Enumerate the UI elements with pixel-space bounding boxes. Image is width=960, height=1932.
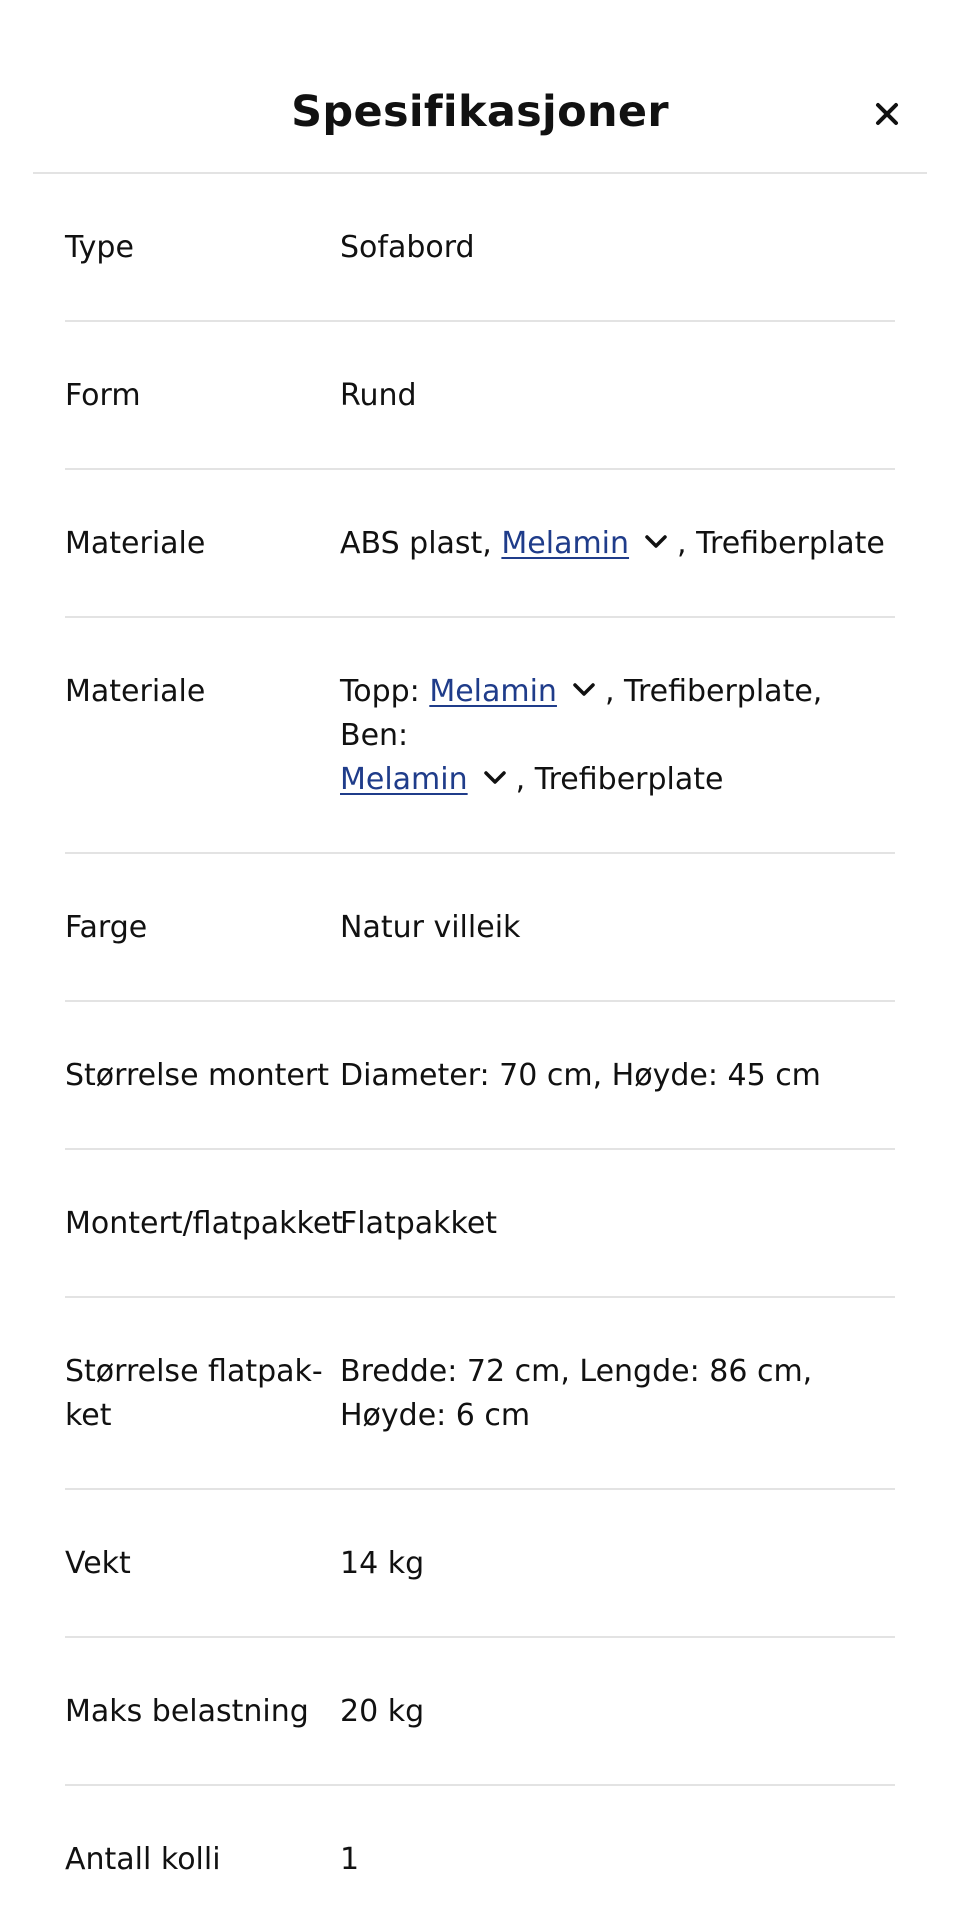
spec-label: Antall kolli bbox=[65, 1842, 221, 1877]
dialog-header bbox=[33, 0, 927, 174]
spec-row-farge bbox=[65, 854, 895, 1002]
spec-label: Type bbox=[65, 230, 134, 265]
spec-row-storrelse-montert bbox=[65, 1002, 895, 1150]
spec-row-maks-belastning bbox=[65, 1638, 895, 1786]
spec-label: Størrelse flatpak- ket bbox=[65, 1354, 323, 1433]
melamin-link[interactable]: Melamin bbox=[340, 762, 468, 797]
spec-value: Rund bbox=[340, 378, 417, 413]
spec-row-storrelse-flatpakket bbox=[65, 1298, 895, 1490]
spec-label: Materiale bbox=[65, 526, 206, 561]
close-button[interactable] bbox=[869, 96, 905, 132]
spec-value: Flatpakket bbox=[340, 1206, 498, 1241]
spec-label: Form bbox=[65, 378, 141, 413]
material-text: , Trefiberplate bbox=[677, 526, 885, 561]
spec-row-materiale-detail bbox=[65, 618, 895, 854]
spec-value: Sofabord bbox=[340, 230, 475, 265]
melamin-link[interactable]: Melamin bbox=[501, 526, 630, 561]
close-icon bbox=[869, 96, 905, 132]
chevron-down-icon[interactable] bbox=[643, 533, 669, 551]
spec-value: Bredde: 72 cm, Lengde: 86 cm, Høyde: 6 cm bbox=[340, 1354, 813, 1433]
spec-label: Montert/flatpakket bbox=[65, 1206, 344, 1241]
spec-row-materiale bbox=[65, 470, 895, 618]
spec-label: Maks belastning bbox=[65, 1694, 309, 1729]
spec-row-vekt bbox=[65, 1490, 895, 1638]
melamin-link[interactable]: Melamin bbox=[429, 674, 557, 709]
spec-value: 20 kg bbox=[340, 1694, 425, 1729]
chevron-down-icon[interactable] bbox=[571, 681, 597, 699]
spec-value bbox=[340, 522, 895, 566]
material-text: Topp: bbox=[340, 674, 430, 709]
spec-list bbox=[65, 174, 895, 1932]
chevron-down-icon[interactable] bbox=[482, 769, 508, 787]
page-title: Spesifikasjoner bbox=[291, 87, 669, 137]
material-text: , Trefiberplate, Ben: bbox=[340, 674, 823, 753]
spec-value: 14 kg bbox=[340, 1546, 425, 1581]
spec-value: Natur villeik bbox=[340, 910, 521, 945]
spec-label: Størrelse montert bbox=[65, 1058, 329, 1093]
material-text: ABS plast, bbox=[340, 526, 502, 561]
spec-value bbox=[340, 670, 895, 802]
spec-label: Vekt bbox=[65, 1546, 131, 1581]
material-text: , Trefiberplate bbox=[515, 762, 724, 797]
spec-value: 1 bbox=[340, 1842, 360, 1877]
spec-value: Diameter: 70 cm, Høyde: 45 cm bbox=[340, 1058, 821, 1093]
spec-row-antall-kolli bbox=[65, 1786, 895, 1932]
spec-label: Farge bbox=[65, 910, 148, 945]
spec-row-type bbox=[65, 174, 895, 322]
spec-row-montert-flatpakket bbox=[65, 1150, 895, 1298]
spec-row-form bbox=[65, 322, 895, 470]
spec-label: Materiale bbox=[65, 674, 206, 709]
